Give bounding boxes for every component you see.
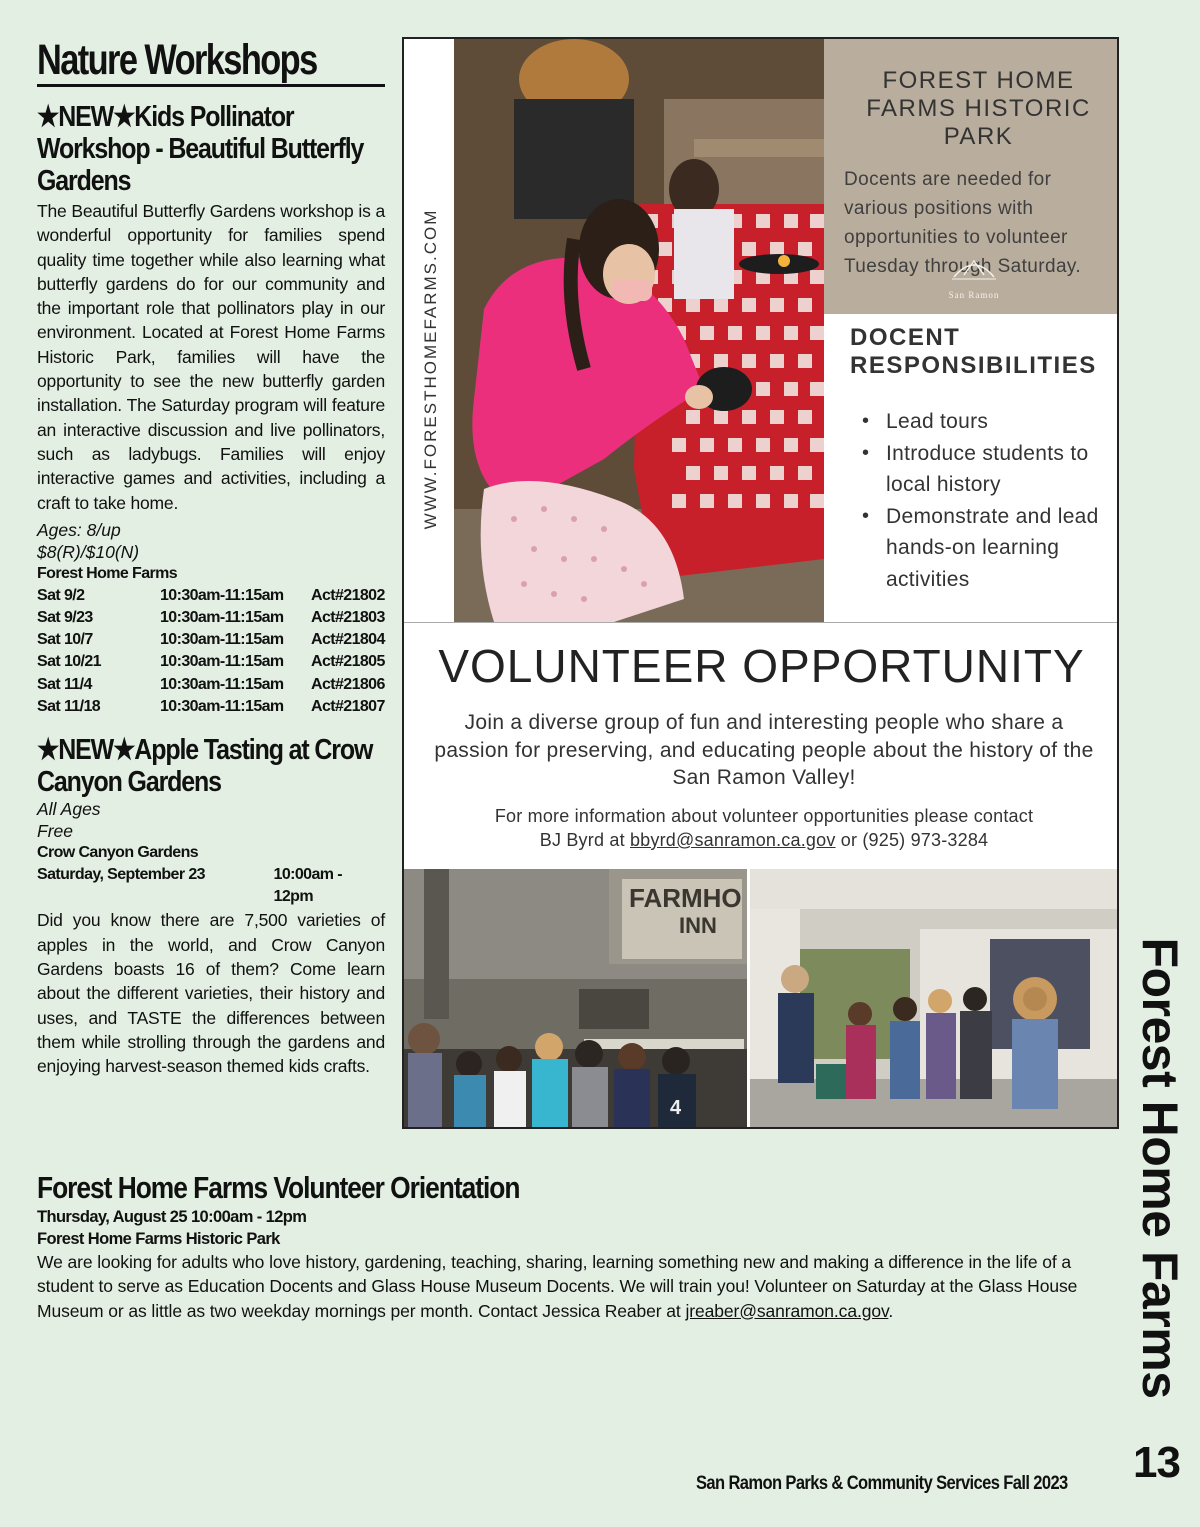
sign-text-farmhouse: FARMHO: [629, 883, 742, 913]
logo-text: San Ramon: [948, 290, 1000, 300]
san-ramon-logo: [929, 251, 1019, 300]
schedule-time: 10:30am-11:15am: [160, 631, 284, 649]
volunteer-description: Join a diverse group of fun and interesting people who share a passion for preserving, and educating people about the history of the San Ramon Valley!: [434, 711, 1094, 789]
contact-line: For more information about volunteer opportunities please contact: [494, 806, 1034, 826]
schedule-row: [37, 696, 385, 718]
responsibilities-list: [850, 406, 1109, 595]
website-url: WWW.FORESTHOMEFARMS.COM: [421, 208, 440, 530]
url-strip: [404, 39, 454, 622]
workshop-description: Did you know there are 7,500 varieties of apples in the world, and Crow Canyon Gardens boasts 16 of them? Come learn about the different varieties, their history and uses, and TASTE the differences between them while strolling through the gardens and enjoying harvest-season themed kids crafts.: [37, 910, 385, 1077]
schedule-day: Sat 10/21: [37, 653, 101, 671]
volunteer-contact: [424, 804, 1104, 852]
schedule-day: Sat 11/18: [37, 697, 101, 715]
schedule-activity-number: Act#21802: [311, 586, 385, 604]
park-title: FOREST HOME FARMS HISTORIC PARK: [866, 67, 1091, 150]
workshop-ages: All Ages: [37, 799, 101, 820]
docent-responsibilities: [824, 314, 1119, 622]
schedule-activity-number: Act#21804: [311, 631, 385, 649]
responsibility-item: • Lead tours: [850, 406, 1109, 438]
workshop-apple-tasting: [37, 734, 385, 1078]
schedule-table: [37, 585, 385, 718]
photo-illustration: [404, 869, 747, 1129]
orientation-body-text: We are looking for adults who love history, gardening, teaching, sharing, learning something new and making a difference in the life of a student to serve as Education Docents and Glass House Museum Docents. We will train you! Volunteer on Saturday at the Glass House Museum or as little as two weekday mornings per month. Contact Jessica Reaber at: [37, 1252, 1078, 1321]
volunteer-orientation: [37, 1170, 1122, 1323]
photo-farmhouse-inn: [404, 869, 747, 1129]
schedule-row: [37, 674, 385, 696]
schedule-activity-number: Act#21803: [311, 609, 385, 627]
schedule-activity-number: Act#21805: [311, 653, 385, 671]
workshop-date: Saturday, September 23: [37, 866, 205, 884]
schedule-row: [37, 607, 385, 629]
schedule-row: [37, 585, 385, 607]
workshop-location: Forest Home Farms: [37, 564, 178, 582]
orientation-date: Thursday, August 25 10:00am - 12pm: [37, 1208, 307, 1226]
responsibilities-title: DOCENT RESPONSIBILITIES: [850, 324, 1097, 379]
section-title: [37, 36, 385, 87]
contact-email-link[interactable]: bbyrd@sanramon.ca.gov: [629, 830, 836, 850]
workshop-time: 10:00am - 12pm: [273, 866, 342, 906]
schedule-time: 10:30am-11:15am: [160, 697, 284, 715]
contact-phone: or (925) 973-3284: [835, 830, 989, 850]
schedule-day: Sat 9/23: [37, 609, 93, 627]
schedule-day: Sat 10/7: [37, 631, 93, 649]
workshop-title: ★NEW★Apple Tasting at Crow Canyon Gardens: [37, 734, 373, 799]
workshop-location: Crow Canyon Gardens: [37, 844, 199, 862]
orientation-body-end: .: [888, 1300, 894, 1321]
workshop-description: The Beautiful Butterfly Gardens workshop is a wonderful opportunity for families spend quality time together while also learning what butterfly gardens do for our community and the important role that pollinators play in our environment. Located at Forest Home Farms Historic Park, families will have the opportunity to see the new butterfly garden installation. The Saturday program will feature an interactive discussion and live pollinators, such as ladybugs. Families will enjoy interactive games and activities, including a craft to take home.: [37, 201, 385, 513]
responsibility-item: • Demonstrate and lead hands-on learning activities: [850, 501, 1109, 596]
photo-children-at-table: [454, 39, 824, 622]
schedule-activity-number: Act#21807: [311, 697, 385, 715]
photo-illustration: [454, 39, 824, 622]
side-section-label: Forest Home Farms: [1132, 937, 1188, 1399]
section-title-text: Nature Workshops: [37, 36, 317, 84]
photo-porch-group: [750, 869, 1119, 1129]
orientation-email-link[interactable]: jreaber@sanramon.ca.gov: [685, 1300, 889, 1321]
workshop-pollinator: [37, 101, 385, 718]
schedule-activity-number: Act#21806: [311, 675, 385, 693]
workshop-price: $8(R)/$10(N): [37, 541, 140, 562]
photo-illustration: [750, 869, 1119, 1129]
schedule-day: Sat 11/4: [37, 675, 92, 693]
workshop-title: ★NEW★Kids Pollinator Workshop - Beautiful Butterfly Gardens: [37, 101, 364, 197]
schedule-row: [37, 651, 385, 673]
svg-text:4: 4: [670, 1097, 682, 1119]
schedule-time: 10:30am-11:15am: [160, 653, 284, 671]
schedule-day: Sat 9/2: [37, 586, 85, 604]
volunteer-title: VOLUNTEER OPPORTUNITY: [438, 640, 1085, 692]
volunteer-flyer: [402, 37, 1119, 1129]
workshop-ages: Ages: 8/up: [37, 519, 121, 540]
left-column: [37, 36, 385, 1079]
park-description: Docents are needed for various positions with opportunities to volunteer Tuesday through Saturday.: [844, 169, 1082, 277]
page-footer: [696, 1473, 1123, 1495]
page-number: 13: [1133, 1438, 1180, 1487]
orientation-title: Forest Home Farms Volunteer Orientation: [37, 1170, 520, 1205]
schedule-time: 10:30am-11:15am: [160, 609, 284, 627]
orientation-location: Forest Home Farms Historic Park: [37, 1230, 280, 1248]
sign-text-inn: INN: [679, 913, 717, 938]
orientation-description: [37, 1250, 1122, 1323]
park-info-box: [824, 39, 1119, 314]
workshop-date-row: [37, 864, 385, 908]
logo-icon: [944, 251, 1004, 287]
contact-prefix: BJ Byrd at: [539, 830, 630, 850]
schedule-time: 10:30am-11:15am: [160, 675, 284, 693]
contact-line-2: [424, 828, 1104, 852]
schedule-time: 10:30am-11:15am: [160, 586, 284, 604]
flyer-divider: [404, 622, 1119, 623]
responsibility-item: • Introduce students to local history: [850, 438, 1109, 501]
footer-text: San Ramon Parks & Community Services Fall 2023: [696, 1473, 1068, 1494]
schedule-row: [37, 629, 385, 651]
workshop-price: Free: [37, 821, 73, 842]
